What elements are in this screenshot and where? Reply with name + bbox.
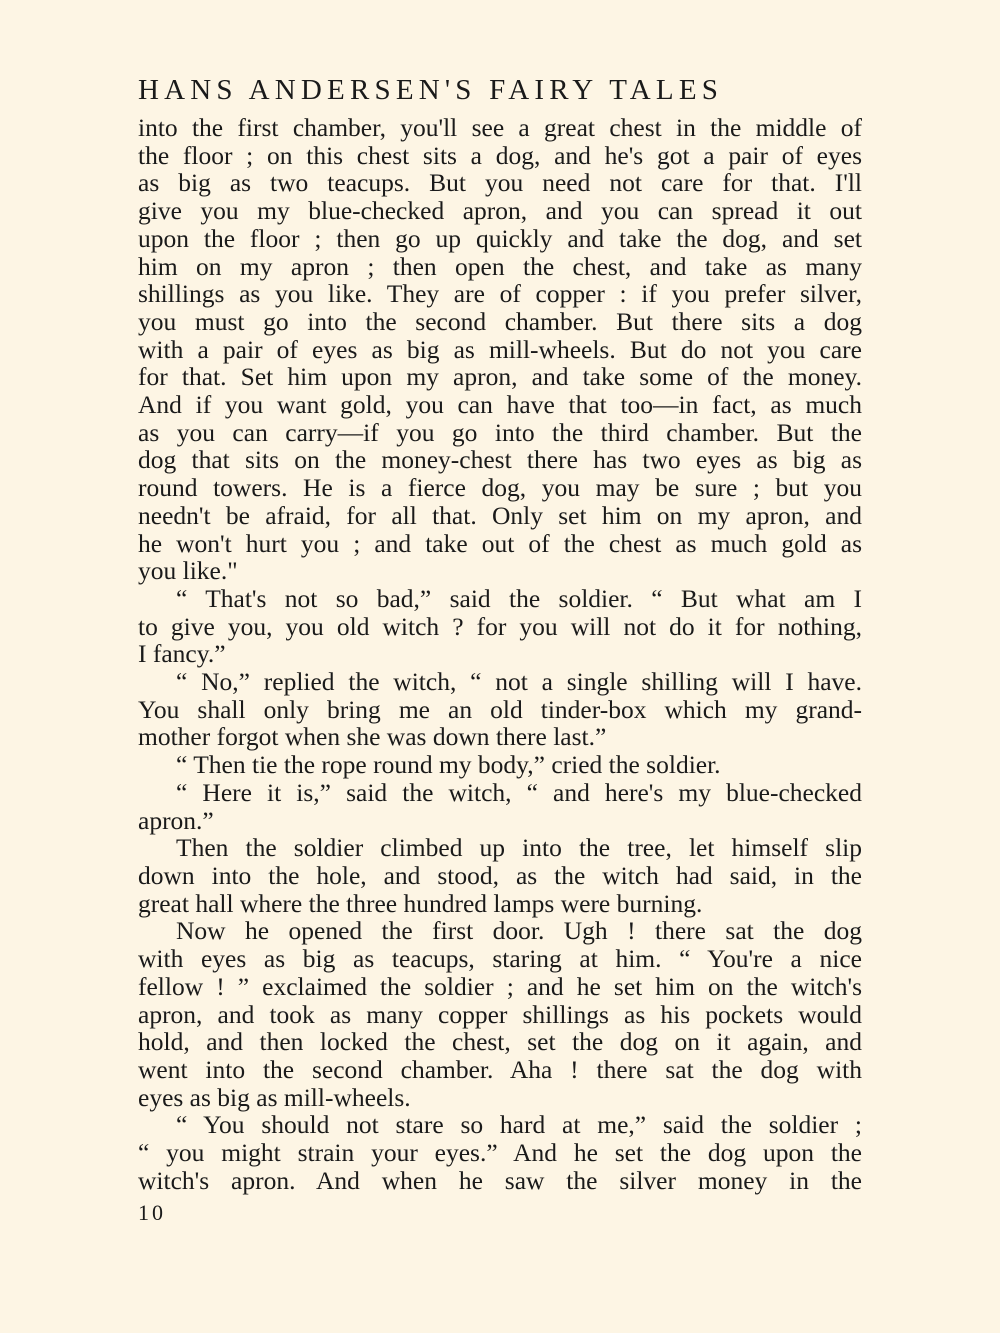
text-line: for that. Set him upon my apron, and take some of the money. [138,362,862,392]
text-line: And if you want gold, you can have that too—in fact, as much [138,390,862,420]
text-line: apron, and took as many copper shillings as his pockets would [138,999,862,1029]
text-line: him on my apron ; then open the chest, and take as many [138,251,862,281]
text-line: he won't hurt you ; and take out of the chest as much gold as [138,528,862,558]
text-line: “ No,” replied the witch, “ not a single shilling will I have. [176,667,862,697]
text-line: you must go into the second chamber. But there sits a dog [138,306,862,336]
text-line: to give you, you old witch ? for you will not do it for nothing, [138,611,862,641]
text-line: witch's apron. And when he saw the silver money in the [138,1165,862,1195]
text-line: went into the second chamber. Aha ! there sat the dog with [138,1054,862,1084]
text-line: shillings as you like. They are of copper : if you prefer silver, [138,279,862,309]
running-head: HANS ANDERSEN'S FAIRY TALES [138,74,724,106]
text-line: eyes as big as mill-wheels. [138,1082,411,1112]
body-text [138,114,862,1194]
text-line: dog that sits on the money-chest there has two eyes as big as [138,445,862,475]
text-line: you like." [138,556,238,586]
text-line: hold, and then locked the chest, set the dog on it again, and [138,1027,862,1057]
text-line: into the first chamber, you'll see a great chest in the middle of [138,113,862,142]
text-line: great hall where the three hundred lamps were burning. [138,888,703,918]
page-number: 10 [138,1200,166,1226]
text-line: “ Then tie the rope round my body,” cried the soldier. [176,750,721,780]
text-line: “ You should not stare so hard at me,” said the soldier ; [176,1110,862,1140]
text-line: I fancy.” [138,639,226,669]
text-line: down into the hole, and stood, as the witch had said, in the [138,860,862,890]
text-line: Now he opened the first door. Ugh ! there sat the dog [176,916,862,946]
text-line: as big as two teacups. But you need not care for that. I'll [138,168,862,198]
text-line: the floor ; on this chest sits a dog, and he's got a pair of eyes [138,140,862,170]
text-line: mother forgot when she was down there last.” [138,722,607,752]
text-line: needn't be afraid, for all that. Only set him on my apron, and [138,500,862,530]
text-line: “ Here it is,” said the witch, “ and here's my blue-checked [176,777,862,807]
text-line: apron.” [138,805,214,835]
text-line: with eyes as big as teacups, staring at him. “ You're a nice [138,944,862,974]
text-line: upon the floor ; then go up quickly and take the dog, and set [138,223,862,253]
book-page [138,72,862,1226]
text-line: round towers. He is a fierce dog, you may be sure ; but you [138,473,862,503]
text-line: fellow ! ” exclaimed the soldier ; and he set him on the witch's [138,971,862,1001]
text-line: give you my blue-checked apron, and you can spread it out [138,196,862,226]
text-line: “ you might strain your eyes.” And he set the dog upon the [138,1138,862,1168]
text-line: “ That's not so bad,” said the soldier. “ But what am I [176,583,862,613]
text-line: You shall only bring me an old tinder-box which my grand- [138,694,862,724]
text-line: Then the soldier climbed up into the tree, let himself slip [176,833,862,863]
text-line: with a pair of eyes as big as mill-wheels. But do not you care [138,334,862,364]
text-line: as you can carry—if you go into the third chamber. But the [138,417,862,447]
